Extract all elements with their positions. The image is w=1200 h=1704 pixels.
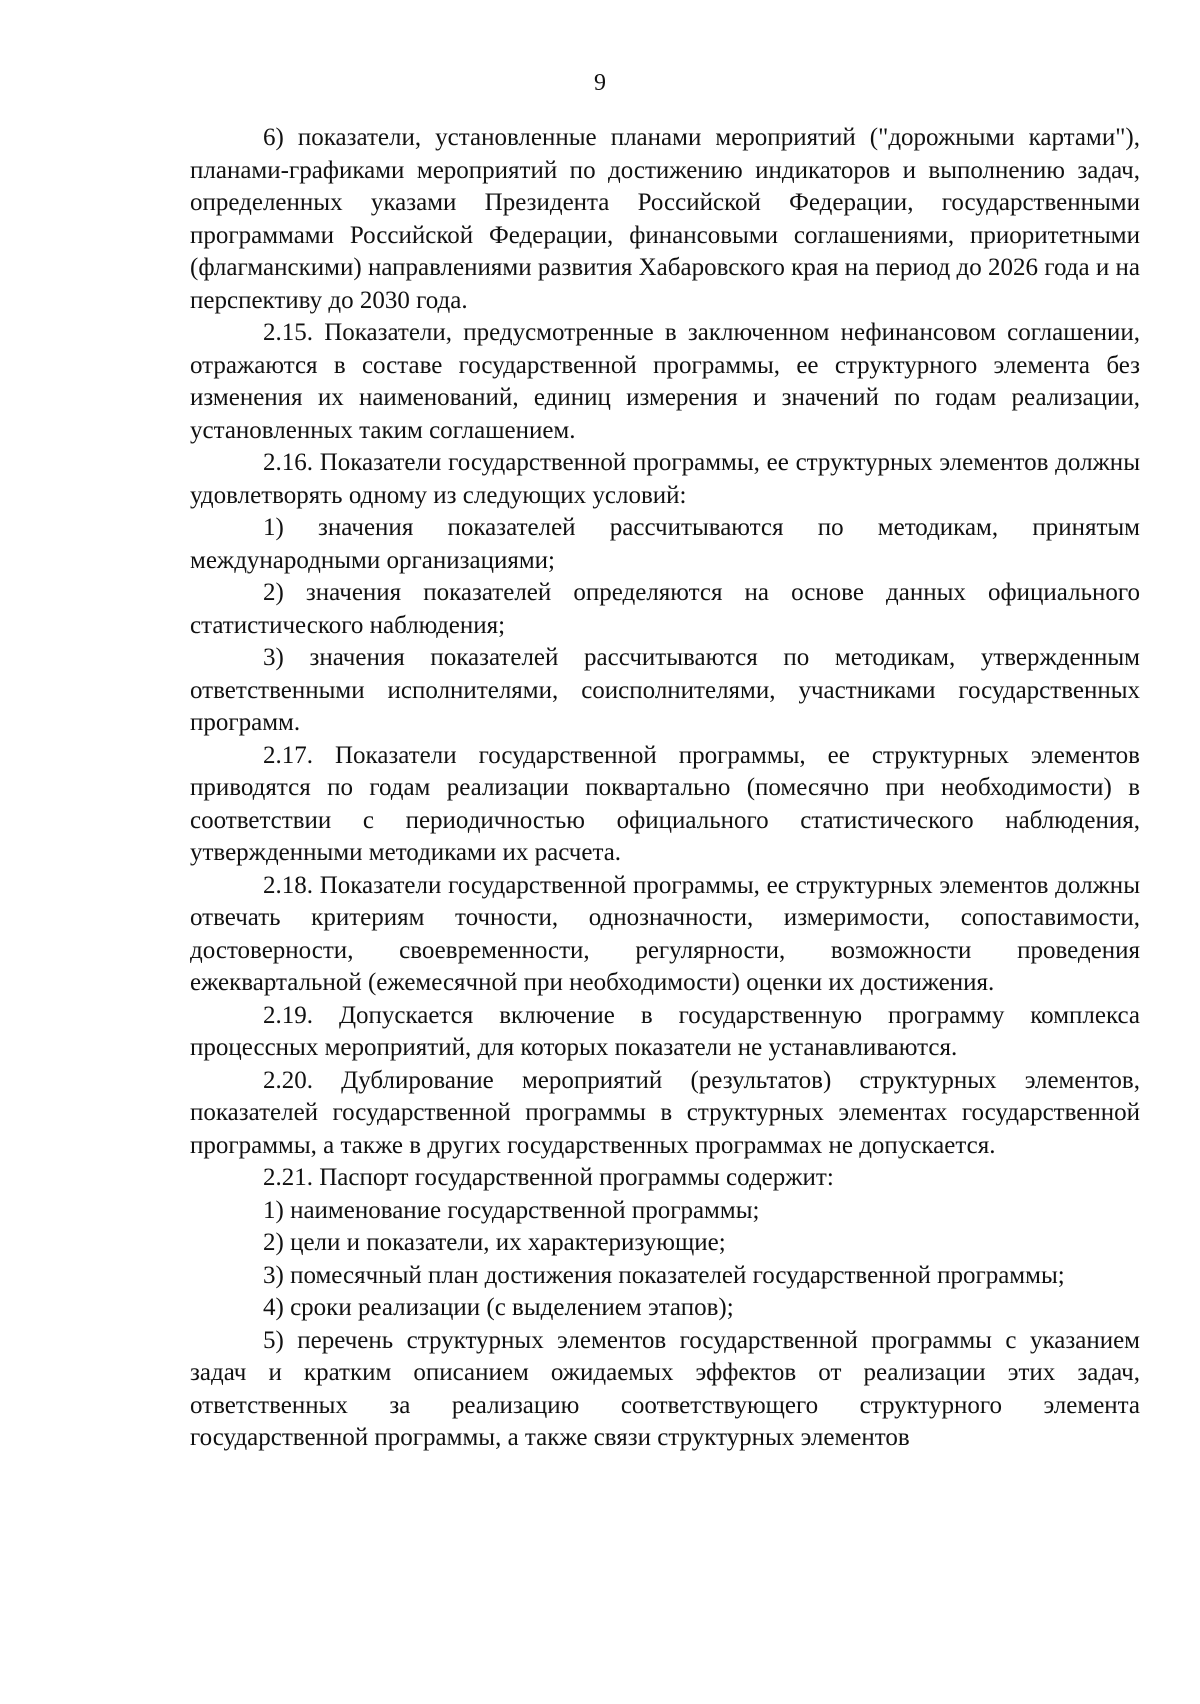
document-body xyxy=(190,122,1140,1455)
paragraph: 4) сроки реализации (с выделением этапов); xyxy=(263,1294,734,1321)
paragraph: 2.21. Паспорт государственной программы содержит: xyxy=(263,1164,834,1191)
paragraph: 3) помесячный план достижения показателей государственной программы; xyxy=(263,1261,1065,1289)
paragraph: 2.17. Показатели государственной программы, ее структурных элементов приводятся по годам реализации поквартально (помесячно при необходимости) в соответствии с периодичностью официального статистического наблюдения, утвержденными методиками их расчета. xyxy=(190,741,1140,866)
paragraph: 1) наименование государственной программы; xyxy=(263,1196,760,1224)
paragraph: 2) значения показателей определяются на основе данных официального статистического наблюдения; xyxy=(190,579,1140,639)
page-number: 9 xyxy=(594,70,606,96)
paragraph: 2.16. Показатели государственной программы, ее структурных элементов должны удовлетворять одному из следующих условий: xyxy=(190,449,1140,509)
paragraph: 1) значения показателей рассчитываются по методикам, принятым международными организациями; xyxy=(190,514,1140,574)
paragraph: 2.15. Показатели, предусмотренные в заключенном нефинансовом соглашении, отражаются в составе государственной программы, ее структурного элемента без изменения их наименований, единиц измерения и значений по годам реализации, установленных таким соглашением. xyxy=(190,319,1140,444)
paragraph: 2.19. Допускается включение в государственную программу комплекса процессных мероприятий, для которых показатели не устанавливаются. xyxy=(190,1001,1140,1061)
paragraph: 3) значения показателей рассчитываются по методикам, утвержденным ответственными исполнителями, соисполнителями, участниками государственных программ. xyxy=(190,644,1140,736)
paragraph: 2.18. Показатели государственной программы, ее структурных элементов должны отвечать критериям точности, однозначности, измеримости, сопоставимости, достоверности, своевременности, регулярности, возможности проведения ежеквартальной (ежемесячной при необходимости) оценки их достижения. xyxy=(190,871,1140,996)
paragraph: 6) показатели, установленные планами мероприятий ("дорожными картами"), планами-графиками мероприятий по достижению индикаторов и выполнению задач, определенных указами Президента Российской Федерации, государственными программами Российской Федерации, финансовыми соглашениями, приоритетными (флагманскими) направлениями развития Хабаровского края на период до 2026 года и на перспективу до 2030 года. xyxy=(190,124,1140,314)
paragraph: 2.20. Дублирование мероприятий (результатов) структурных элементов, показателей государственной программы в структурных элементах государственной программы, а также в других государственных программах не допускается. xyxy=(190,1066,1140,1159)
paragraph: 5) перечень структурных элементов государственной программы с указанием задач и кратким описанием ожидаемых эффектов от реализации этих задач, ответственных за реализацию соответствующего структурного элемента государственной программы, а также связи структурных элементов xyxy=(190,1326,1140,1451)
paragraph: 2) цели и показатели, их характеризующие; xyxy=(263,1229,726,1256)
